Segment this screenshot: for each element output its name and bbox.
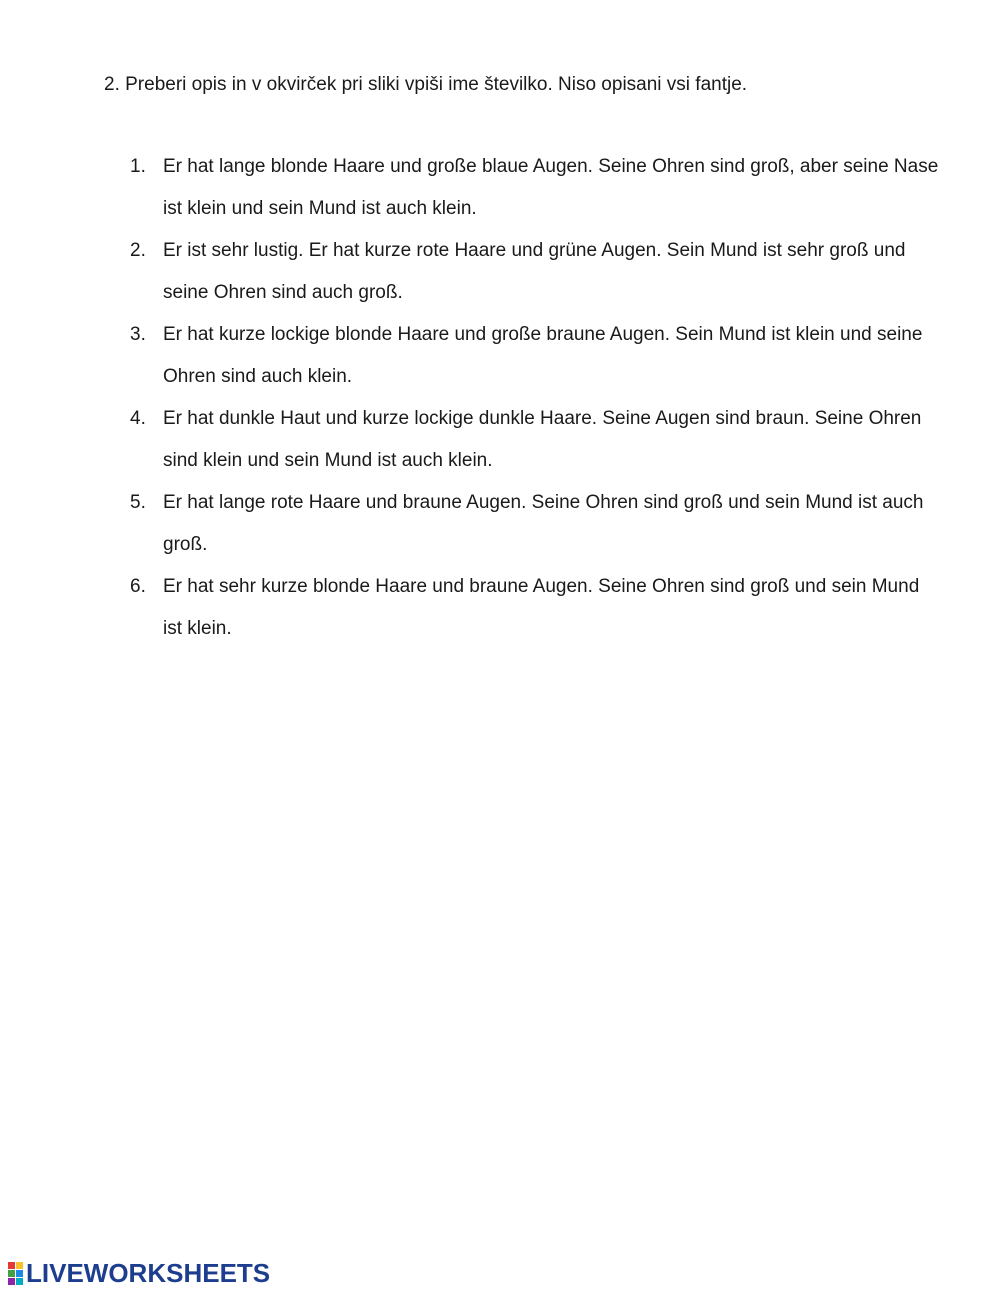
- description-text: Er hat lange rote Haare und braune Augen. Seine Ohren sind groß und sein Mund ist auch groß.: [163, 492, 924, 555]
- description-item-4: [130, 398, 940, 482]
- logo-block-5: [8, 1278, 15, 1285]
- exercise-instruction: 2. Preberi opis in v okvirček pri sliki vpiši ime številko. Niso opisani vsi fantje.: [104, 74, 748, 95]
- liveworksheets-logo: [8, 1258, 270, 1288]
- logo-block-2: [16, 1262, 23, 1269]
- logo-block-3: [8, 1270, 15, 1277]
- description-text: Er ist sehr lustig. Er hat kurze rote Haare und grüne Augen. Sein Mund ist sehr groß und seine Ohren sind auch groß.: [163, 240, 906, 303]
- description-text: Er hat dunkle Haut und kurze lockige dunkle Haare. Seine Augen sind braun. Seine Ohren sind klein und sein Mund ist auch klein.: [163, 408, 922, 471]
- description-number: 6.: [130, 576, 146, 597]
- description-number: 2.: [130, 240, 146, 261]
- description-item-6: [130, 566, 940, 650]
- logo-block-6: [16, 1278, 23, 1285]
- description-number: 5.: [130, 492, 146, 513]
- description-number: 4.: [130, 408, 146, 429]
- logo-mark-icon: [8, 1262, 23, 1285]
- logo-block-4: [16, 1270, 23, 1277]
- description-number: 1.: [130, 156, 146, 177]
- description-number: 3.: [130, 324, 146, 345]
- description-item-1: [130, 146, 940, 230]
- description-item-5: [130, 482, 940, 566]
- description-list: [130, 146, 940, 650]
- description-text: Er hat lange blonde Haare und große blaue Augen. Seine Ohren sind groß, aber seine Nase ist klein und sein Mund ist auch klein.: [163, 156, 939, 219]
- description-item-2: [130, 230, 940, 314]
- description-text: Er hat sehr kurze blonde Haare und braune Augen. Seine Ohren sind groß und sein Mund ist klein.: [163, 576, 920, 639]
- description-item-3: [130, 314, 940, 398]
- description-text: Er hat kurze lockige blonde Haare und große braune Augen. Sein Mund ist klein und seine Ohren sind auch klein.: [163, 324, 923, 387]
- logo-block-1: [8, 1262, 15, 1269]
- logo-text: LIVEWORKSHEETS: [26, 1258, 271, 1288]
